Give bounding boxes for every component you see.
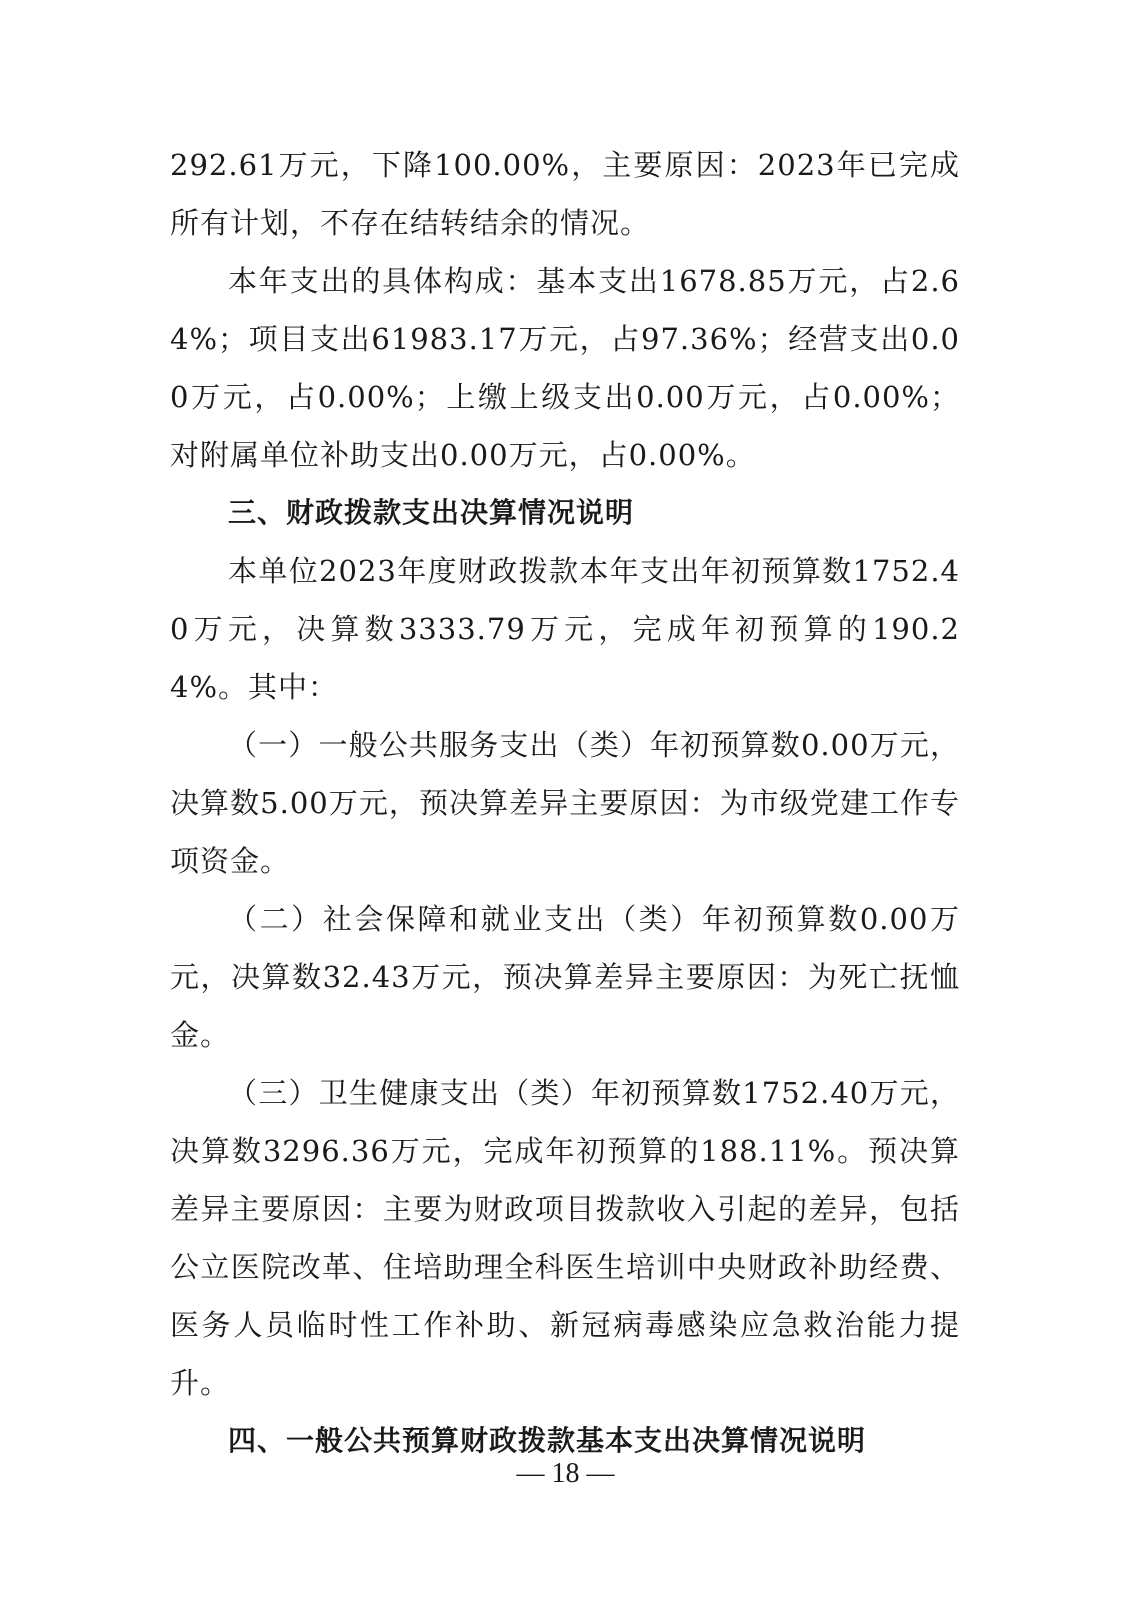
page-number: — 18 — <box>516 1458 615 1489</box>
paragraph-social-security: （二）社会保障和就业支出（类）年初预算数0.00万元，决算数32.43万元，预决算差异主要原因：为死亡抚恤金。 <box>170 902 960 1052</box>
paragraph-general-public-services: （一）一般公共服务支出（类）年初预算数0.00万元，决算数5.00万元，预决算差异主要原因：为市级党建工作专项资金。 <box>170 728 960 878</box>
section-heading-3: 三、财政拨款支出决算情况说明 <box>228 496 635 529</box>
section-heading-4: 四、一般公共预算财政拨款基本支出决算情况说明 <box>228 1424 867 1457</box>
paragraph-carryover: 292.61万元，下降100.00%，主要原因：2023年已完成所有计划，不存在结转结余的情况。 <box>170 148 960 240</box>
paragraph-fiscal-expenditure-summary: 本单位2023年度财政拨款本年支出年初预算数1752.40万元，决算数3333.79万元，完成年初预算的190.24%。其中： <box>170 554 960 704</box>
document-body <box>170 136 960 1470</box>
paragraph-expenditure-composition: 本年支出的具体构成：基本支出1678.85万元，占2.64%；项目支出61983.17万元，占97.36%；经营支出0.00万元，占0.00%；上缴上级支出0.00万元，占0.00%；对附属单位补助支出0.00万元，占0.00%。 <box>170 264 960 472</box>
paragraph-health-expenditure: （三）卫生健康支出（类）年初预算数1752.40万元，决算数3296.36万元，完成年初预算的188.11%。预决算差异主要原因：主要为财政项目拨款收入引起的差异，包括公立医院改革、住培助理全科医生培训中央财政补助经费、医务人员临时性工作补助、新冠病毒感染应急救治能力提升。 <box>170 1076 960 1400</box>
